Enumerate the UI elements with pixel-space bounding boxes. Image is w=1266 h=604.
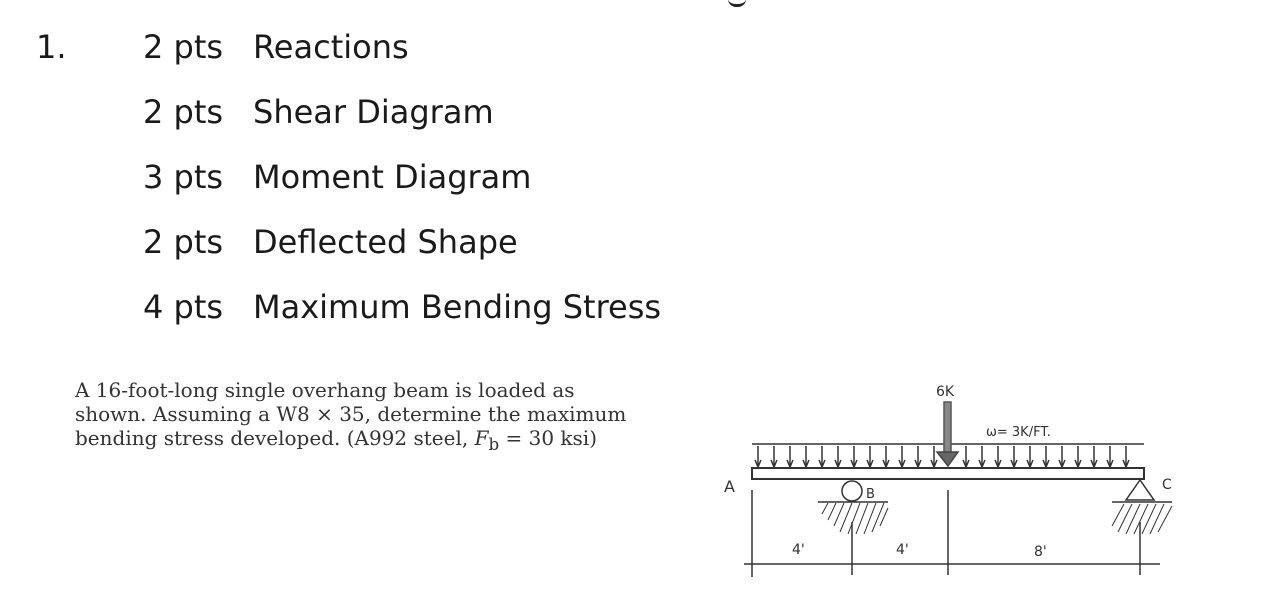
point-load-arrow — [937, 402, 958, 466]
problem-line: A 16-foot-long single overhang beam is loaded as — [75, 378, 575, 402]
rubric-points: 2 pts — [143, 93, 224, 131]
dimension-label-3: 8' — [1034, 544, 1047, 560]
rubric-label: Deflected Shape — [253, 223, 518, 261]
rubric-points: 2 pts — [143, 223, 224, 261]
support-label-c: C — [1162, 477, 1172, 493]
dimension-label-2: 4' — [896, 542, 909, 558]
question-number: 1. — [36, 28, 67, 66]
problem-statement — [75, 378, 695, 457]
ground-hatch-c — [1112, 504, 1172, 534]
rubric-item — [143, 288, 661, 353]
support-label-a: A — [724, 477, 735, 496]
cropped-text-fragment — [728, 0, 746, 7]
roller-support — [842, 481, 862, 501]
point-load-label: 6K — [936, 384, 955, 400]
rubric-points: 4 pts — [143, 288, 224, 326]
rubric-label: Shear Diagram — [253, 93, 494, 131]
support-label-b: B — [866, 487, 875, 502]
distributed-load-label: ω= 3K/FT. — [986, 425, 1051, 440]
dimension-label-1: 4' — [792, 542, 805, 558]
beam-diagram — [720, 372, 1190, 587]
rubric-points: 2 pts — [143, 28, 224, 66]
problem-line — [75, 426, 695, 457]
problem-text: = 30 ksi) — [499, 426, 598, 450]
ground-hatch-b — [822, 503, 888, 534]
rubric-item — [143, 223, 661, 288]
beam — [752, 468, 1144, 479]
stress-subscript: b — [488, 435, 500, 454]
stress-symbol: F — [474, 426, 489, 450]
problem-line: shown. Assuming a W8 × 35, determine the maximum — [75, 402, 627, 426]
rubric-list — [143, 28, 661, 353]
rubric-label: Maximum Bending Stress — [253, 288, 662, 326]
rubric-item — [143, 158, 661, 223]
rubric-item — [143, 28, 661, 93]
rubric-label: Moment Diagram — [253, 158, 532, 196]
problem-text: bending stress developed. (A992 steel, — [75, 426, 475, 450]
rubric-points: 3 pts — [143, 158, 224, 196]
rubric-item — [143, 93, 661, 158]
rubric-label: Reactions — [253, 28, 409, 66]
pin-support — [1126, 480, 1154, 500]
